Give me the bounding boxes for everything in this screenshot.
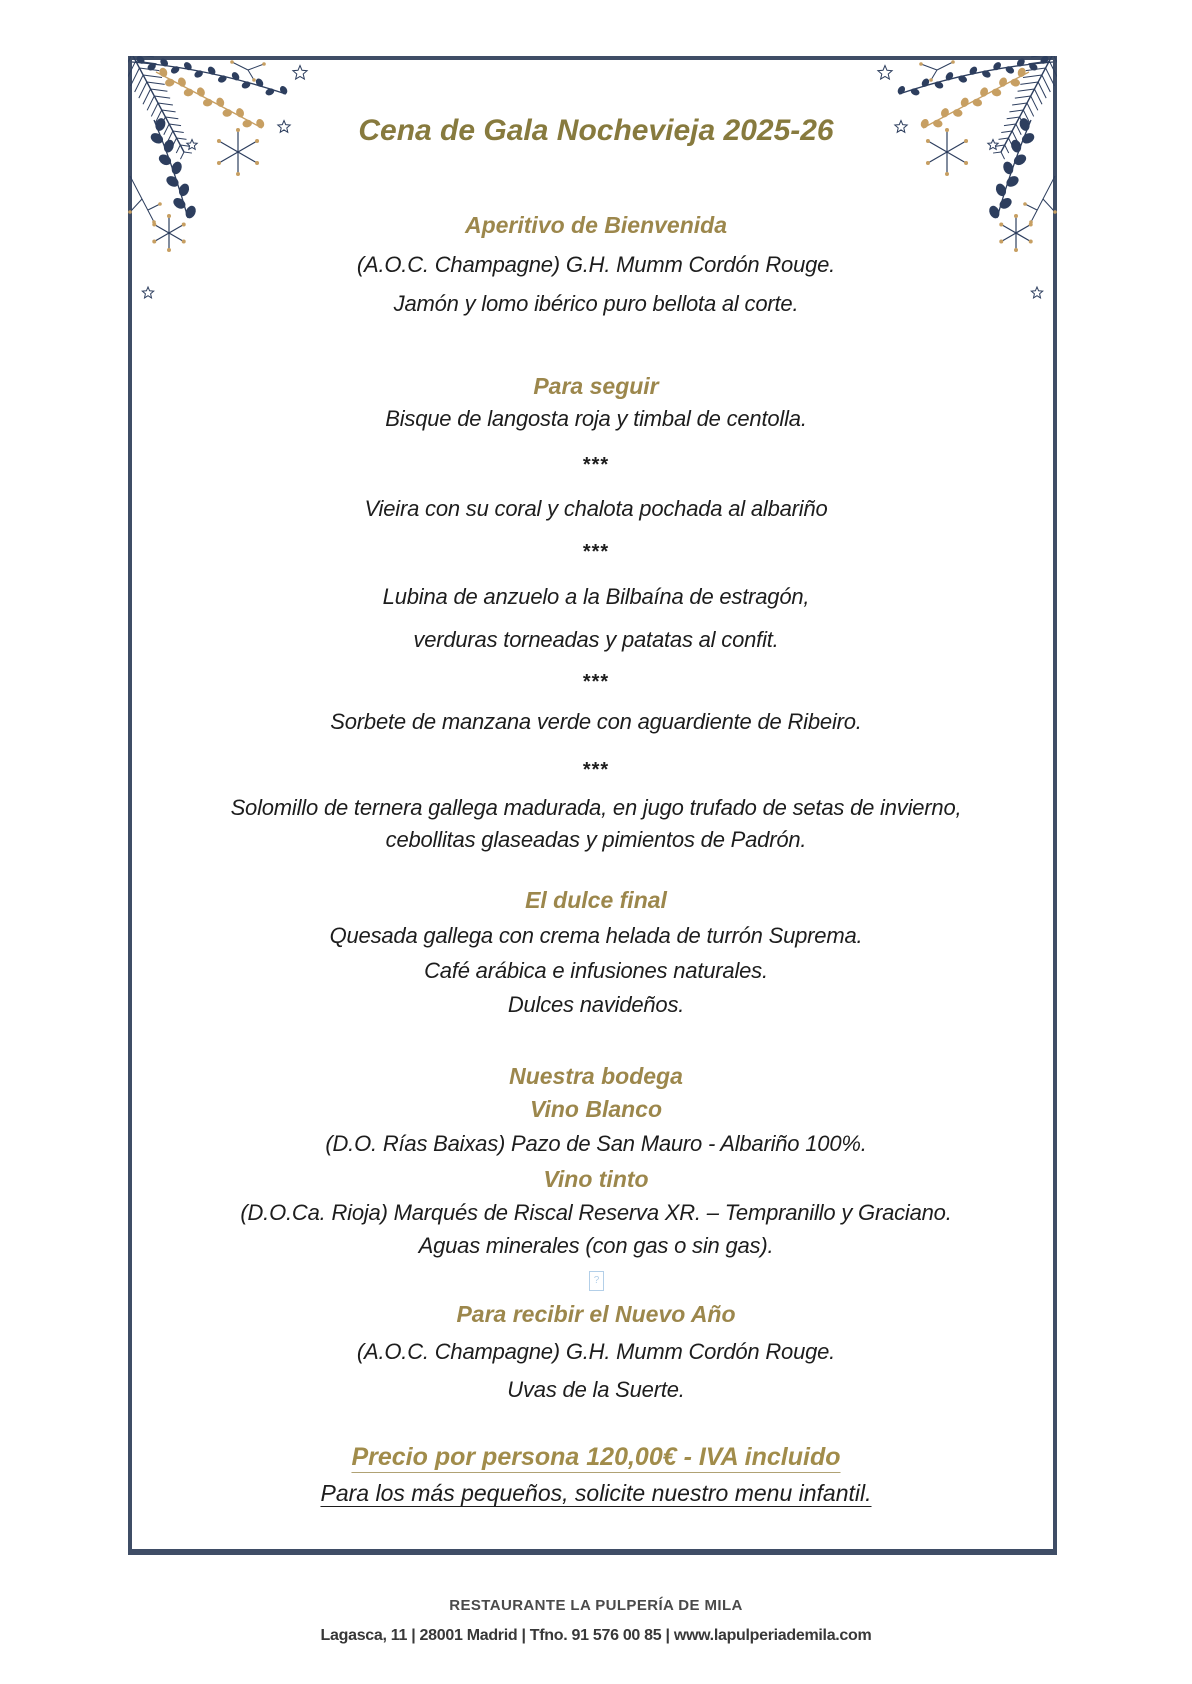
missing-glyph-box: ? [589, 1271, 604, 1291]
course-separator: *** [582, 541, 610, 563]
footer-address: Lagasca, 11 | 28001 Madrid | Tfno. 91 576 00 85 | www.lapulperiademila.com [320, 1627, 872, 1644]
subheading-vino-tinto: Vino tinto [543, 1166, 649, 1192]
course-separator: *** [582, 759, 610, 781]
menu-item: verduras torneadas y patatas al confit. [413, 627, 779, 652]
menu-item: Vieira con su coral y chalota pochada al albariño [364, 496, 828, 521]
section-heading-aperitivo: Aperitivo de Bienvenida [464, 212, 727, 238]
menu-item: Uvas de la Suerte. [507, 1377, 685, 1402]
menu-item: Café arábica e infusiones naturales. [424, 958, 768, 983]
section-heading-para-seguir: Para seguir [533, 373, 659, 399]
menu-item: Sorbete de manzana verde con aguardiente de Ribeiro. [330, 709, 862, 734]
menu-item: (D.O. Rías Baixas) Pazo de San Mauro - Albariño 100%. [325, 1131, 867, 1156]
section-heading-bodega: Nuestra bodega [509, 1063, 683, 1089]
menu-item: cebollitas glaseadas y pimientos de Padrón. [385, 827, 807, 852]
menu-item: Lubina de anzuelo a la Bilbaína de estragón, [382, 584, 810, 609]
menu-item: Solomillo de ternera gallega madurada, en jugo trufado de setas de invierno, [230, 795, 962, 820]
section-heading-dulce: El dulce final [525, 887, 667, 913]
kids-menu-note: Para los más pequeños, solicite nuestro menu infantil. [320, 1480, 872, 1506]
menu-item: Quesada gallega con crema helada de turrón Suprema. [329, 923, 863, 948]
price-line: Precio por persona 120,00€ - IVA incluido [351, 1443, 841, 1471]
subheading-vino-blanco: Vino Blanco [529, 1096, 663, 1122]
menu-item: Jamón y lomo ibérico puro bellota al corte. [393, 291, 799, 316]
menu-item: (D.O.Ca. Rioja) Marqués de Riscal Reserva XR. – Tempranillo y Graciano. [240, 1200, 952, 1225]
menu-item: Aguas minerales (con gas o sin gas). [418, 1233, 774, 1258]
footer-restaurant-name: RESTAURANTE LA PULPERÍA DE MILA [449, 1597, 743, 1614]
menu-item: (A.O.C. Champagne) G.H. Mumm Cordón Rouge. [356, 252, 836, 277]
menu-item: Bisque de langosta roja y timbal de centolla. [385, 406, 807, 431]
menu-item: Dulces navideños. [507, 992, 685, 1017]
section-heading-nuevo-ano: Para recibir el Nuevo Año [456, 1301, 736, 1327]
course-separator: *** [582, 671, 610, 693]
menu-title: Cena de Gala Nochevieja 2025-26 [358, 114, 834, 147]
course-separator: *** [582, 454, 610, 476]
menu-item: (A.O.C. Champagne) G.H. Mumm Cordón Rouge. [356, 1339, 836, 1364]
